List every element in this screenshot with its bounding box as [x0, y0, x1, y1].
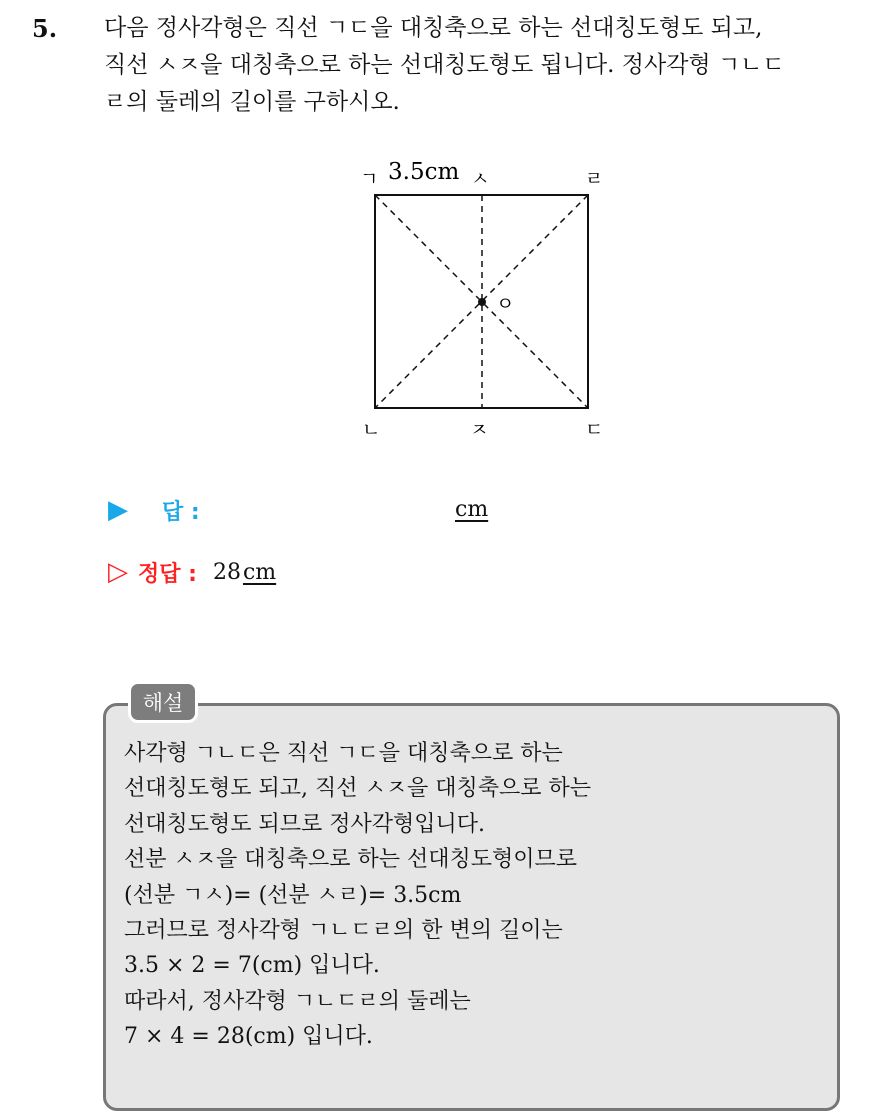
correct-unit: cm: [242, 559, 277, 585]
question-line: 직선 ㅅㅈ을 대칭축으로 하는 선대칭도형도 됩니다. 정사각형 ㄱㄴㄷ: [104, 52, 785, 78]
label-top-mid: ㅅ: [471, 168, 490, 190]
question-line: ㄹ의 둘레의 길이를 구하시오.: [104, 89, 400, 115]
answer-blank-unit[interactable]: cm: [455, 497, 489, 522]
correct-answer-row: [108, 554, 276, 590]
explanation-line: 사각형 ㄱㄴㄷ은 직선 ㄱㄷ을 대칭축으로 하는: [124, 741, 563, 766]
explanation-text: [124, 736, 824, 1055]
label-bottom-right: ㄷ: [585, 419, 604, 441]
label-bottom-left: ㄴ: [362, 419, 381, 441]
explanation-line: (선분 ㄱㅅ)= (선분 ㅅㄹ)= 3.5cm: [124, 882, 462, 908]
play-outline-icon: ▷: [108, 557, 128, 587]
answer-row: [108, 492, 200, 528]
play-filled-icon: ▶: [108, 495, 128, 525]
label-bottom-mid: ㅈ: [470, 419, 489, 441]
explanation-line: 선대칭도형도 되므로 정사각형입니다.: [124, 811, 486, 837]
explanation-line: 3.5 × 2 = 7(cm) 입니다.: [124, 953, 380, 979]
label-center: ㅇ: [496, 293, 515, 315]
explanation-line: 선분 ㅅㅈ을 대칭축으로 하는 선대칭도형이므로: [124, 847, 578, 873]
square-figure: [340, 150, 620, 450]
center-point: [478, 298, 486, 306]
correct-label: 정답 :: [138, 561, 197, 587]
label-top-left: ㄱ: [360, 168, 379, 190]
measure-label: 3.5cm: [388, 159, 460, 185]
explanation-line: 그러므로 정사각형 ㄱㄴㄷㄹ의 한 변의 길이는: [124, 918, 563, 944]
explanation-tab: 해설: [128, 681, 198, 723]
explanation-line: 7 × 4 = 28(cm) 입니다.: [124, 1024, 373, 1050]
label-top-right: ㄹ: [585, 168, 604, 190]
explanation-line: 선대칭도형도 되고, 직선 ㅅㅈ을 대칭축으로 하는: [124, 776, 592, 802]
explanation-line: 따라서, 정사각형 ㄱㄴㄷㄹ의 둘레는: [124, 988, 471, 1014]
question-text: [104, 10, 874, 121]
question-number: 5.: [32, 14, 58, 43]
question-line: 다음 정사각형은 직선 ㄱㄷ을 대칭축으로 하는 선대칭도형도 되고,: [104, 15, 763, 41]
correct-value: 28: [212, 559, 241, 585]
answer-label: 답 :: [162, 499, 200, 525]
